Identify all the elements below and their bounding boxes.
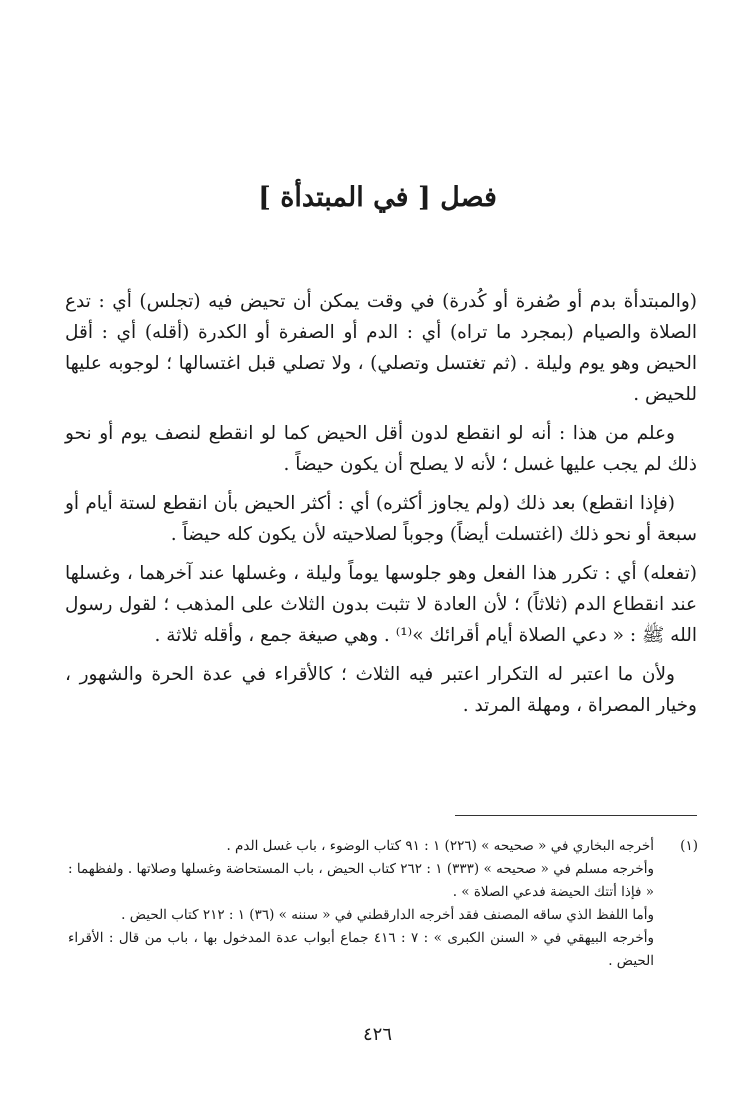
- paragraph-5: ولأن ما اعتبر له التكرار اعتبر فيه الثلاث ؛ كالأقراء في عدة الحرة والشهور ، وخيار المصراة ، ومهلة المرتد .: [65, 664, 697, 716]
- footnote-number: (١): [680, 838, 698, 854]
- footnote-body: [68, 835, 654, 973]
- footnote-line: وأخرجه مسلم في « صحيحه » (٣٣٣) ١ : ٢٦٢ كتاب الحيض ، باب المستحاضة وغسلها وصلاتها . ولفظهما : « فإذا أتتك الحيضة فدعي الصلاة » .: [68, 861, 654, 900]
- main-text: [65, 286, 697, 729]
- footnote-line: وأما اللفظ الذي ساقه المصنف فقد أخرجه الدارقطني في « سننه » (٣٦) ١ : ٢١٢ كتاب الحيض .: [121, 907, 654, 923]
- section-title: فصل [ في المبتدأة ]: [258, 182, 497, 213]
- footnote-line: وأخرجه البيهقي في « السنن الكبرى » : ٧ : ٤١٦ جماع أبواب عدة المدخول بها ، باب من قال : الأقراء الحيض .: [68, 930, 654, 969]
- page-number: ٤٢٦: [362, 1024, 392, 1045]
- paragraph-4: (تفعله) أي : تكرر هذا الفعل وهو جلوسها يوماً وليلة ، وغسلها عند آخرهما ، وغسلها عند انقطاع الدم (ثلاثاً) ؛ لأن العادة لا تثبت بدون الثلاث على المذهب ؛ لقول رسول الله ﷺ : « دعي الصلاة أيام أقرائك »⁽¹⁾ . وهي صيغة جمع ، وأقله ثلاثة .: [65, 563, 697, 646]
- paragraph-1: (والمبتدأة بدم أو صُفرة أو كُدرة) في وقت يمكن أن تحيض فيه (تجلس) أي : تدع الصلاة والصيام (بمجرد ما تراه) أي : الدم أو الصفرة أو الكدرة (أقله) أي : أقل الحيض وهو يوم وليلة . (ثم تغتسل وتصلي) ، ولا تصلي قبل اغتسالها ؛ لوجوبه عليها للحيض .: [65, 291, 697, 405]
- paragraph-2: وعلم من هذا : أنه لو انقطع لدون أقل الحيض كما لو انقطع لنصف يوم أو نحو ذلك لم يجب عليها غسل ؛ لأنه لا يصلح أن يكون حيضاً .: [65, 423, 697, 475]
- footnotes: [68, 835, 698, 973]
- footnote-line: أخرجه البخاري في « صحيحه » (٢٢٦) ١ : ٩١ كتاب الوضوء ، باب غسل الدم .: [226, 838, 654, 854]
- paragraph-3: (فإذا انقطع) بعد ذلك (ولم يجاوز أكثره) أي : أكثر الحيض بأن انقطع لستة أيام أو سبعة أو نحو ذلك (اغتسلت أيضاً) وجوباً لصلاحيته لأن يكون كله حيضاً .: [65, 493, 697, 545]
- footnote-1: [68, 835, 698, 973]
- footnote-separator: [455, 815, 697, 816]
